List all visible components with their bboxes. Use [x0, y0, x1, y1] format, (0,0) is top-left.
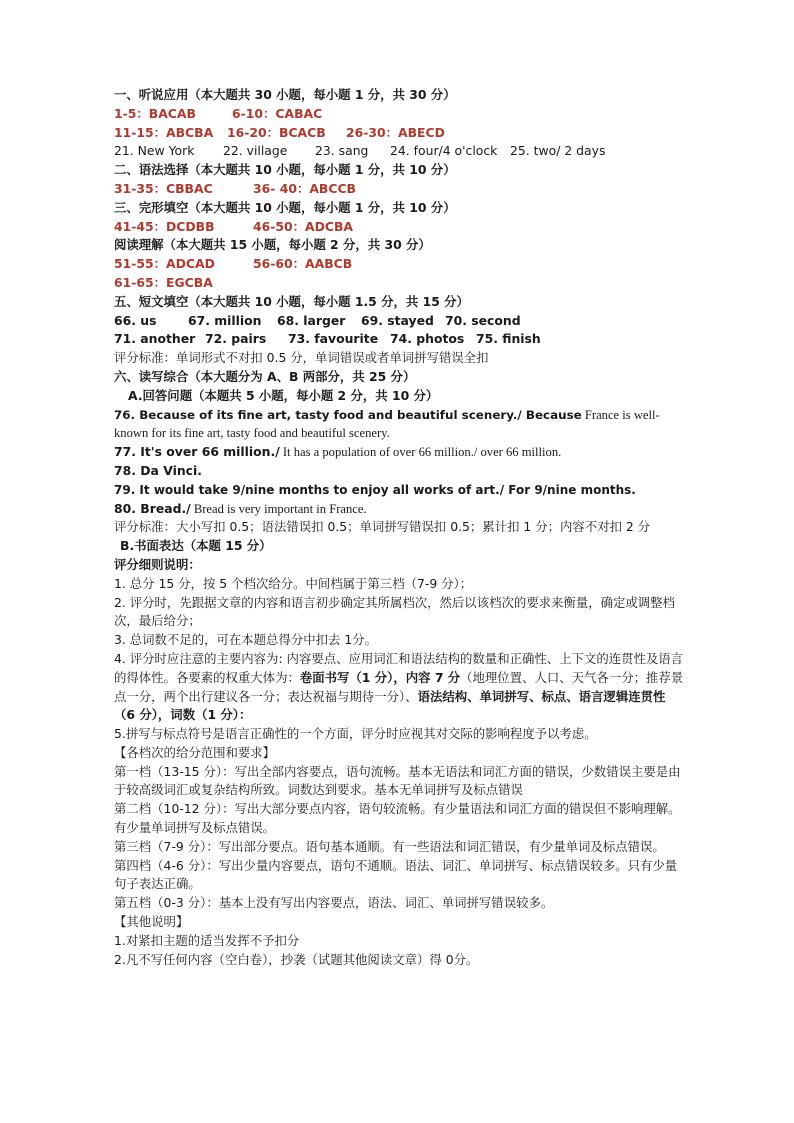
answer-61-65: 61-65：EGCBA — [114, 274, 213, 290]
part-b-heading: B.书面表达（本题 15 分） — [120, 538, 272, 554]
answer-21: 21. New York — [114, 143, 195, 159]
section-1-answers-row-1 — [114, 105, 686, 124]
section-1-blanks — [114, 142, 686, 161]
section-5-row-1 — [114, 312, 686, 331]
part-a-heading: A.回答问题（本题共 5 小题，每小题 2 分，共 10 分） — [128, 387, 439, 403]
detail-2: 2. 评分时，先跟据文章的内容和语言初步确定其所属档次，然后以该档次的要求来衡量，确定或调整档次，最后给分； — [114, 594, 675, 629]
part-a-scoring-standard: 评分标准：大小写扣 0.5；语法错误扣 0.5；单词拼写错误扣 0.5；累计扣 1 分；内容不对扣 2 分 — [114, 519, 651, 535]
answer-51-55: 51-55：ADCAD — [114, 256, 215, 272]
answer-24: 24. four/4 o'clock — [390, 143, 498, 159]
answer-1-5: 1-5：BACAB — [114, 105, 196, 121]
answer-26-30: 26-30：ABECD — [346, 124, 445, 140]
answer-78: 78. Da Vinci. — [114, 462, 202, 478]
answer-80-bold: 80. Bread./ — [114, 500, 191, 516]
section-1-answers-row-2 — [114, 124, 686, 143]
answer-79: 79. It would take 9/nine months to enjoy all works of art./ For 9/nine months. — [114, 482, 636, 497]
answer-41-45: 41-45：DCDBB — [114, 218, 215, 234]
detail-4-bold-1: 卷面书写（1 分），内容 7 分 — [299, 669, 461, 685]
detail-3: 3. 总词数不足的，可在本题总得分中扣去 1分。 — [114, 632, 378, 648]
answer-77-bold: 77. It's over 66 million./ — [114, 444, 280, 460]
answer-71: 71. another — [114, 331, 196, 347]
answer-31-35: 31-35：CBBAC — [114, 180, 213, 196]
detail-4-bold-2: 语法结构、单词拼写、标点、语言逻辑连贯性（6 分），词数（1 分）： — [114, 688, 666, 723]
answer-16-20: 16-20：BCACB — [227, 124, 326, 140]
answer-68: 68. larger — [277, 312, 346, 328]
answer-11-15: 11-15：ABCBA — [114, 124, 214, 140]
answer-23: 23. sang — [315, 143, 369, 159]
answer-66: 66. us — [114, 312, 157, 328]
levels-title: 【各档次的给分范围和要求】 — [114, 744, 276, 760]
section-5-scoring-standard: 评分标准：单词形式不对扣 0.5 分，单词错误或者单词拼写错误全扣 — [114, 350, 489, 366]
answer-80 — [114, 500, 686, 519]
detail-1: 1. 总分 15 分，按 5 个档次给分。中间档属于第三档（7-9 分）； — [114, 575, 473, 591]
answer-80-rest: Bread is very important in France. — [190, 501, 367, 516]
section-3-heading: 三、完形填空（本大题共 10 小题，每小题 1 分，共 10 分） — [114, 199, 456, 215]
level-5: 第五档（0-3 分）：基本上没有写出内容要点，语法、词汇、单词拼写错误较多。 — [114, 895, 554, 911]
level-2: 第二档（10-12 分）：写出大部分要点内容，语句较流畅。有少量语法和词汇方面的错误但不影响理解。有少量单词拼写及标点错误。 — [114, 801, 681, 836]
detail-4-text-2: （地理位置、人口、天气各一分；推荐景点一分，两个出行建议各一分；表达祝福与期待一分）、 — [114, 669, 684, 704]
answer-56-60: 56-60：AABCB — [253, 256, 353, 272]
section-2-answers — [114, 180, 686, 199]
answer-73: 73. favourite — [288, 331, 379, 347]
answer-6-10: 6-10：CABAC — [232, 105, 323, 121]
answer-22: 22. village — [223, 143, 288, 159]
answer-76-bold: 76. Because of its fine art, tasty food and beautiful scenery./ Because — [114, 407, 582, 422]
section-5-row-2 — [114, 330, 686, 349]
answer-67: 67. million — [188, 312, 262, 328]
answer-77-rest: It has a population of over 66 million./ over 66 million. — [279, 445, 562, 460]
answer-72: 72. pairs — [205, 331, 267, 347]
section-2-heading: 二、语法选择（本大题共 10 小题，每小题 1 分，共 10 分） — [114, 162, 456, 178]
section-6-heading: 六、读写综合（本大题分为 A、B 两部分，共 25 分） — [114, 368, 416, 384]
section-4-heading: 阅读理解（本大题共 15 小题，每小题 2 分，共 30 分） — [114, 237, 431, 253]
other-note-2: 2.凡不写任何内容（空白卷），抄袭（试题其他阅读文章）得 0分。 — [114, 951, 479, 967]
answer-74: 74. photos — [390, 331, 465, 347]
detail-4-text: 4. 评分时应注意的主要内容为: 内容要点、应用词汇和语法结构的数量和正确性、上下文的连贯性及语言的得体性。各要素的权重大体为： — [114, 650, 684, 685]
answer-key-document — [114, 86, 686, 969]
section-4-answers-row-1 — [114, 255, 686, 274]
scoring-detail-title: 评分细则说明： — [114, 556, 201, 572]
other-notes-title: 【其他说明】 — [114, 914, 189, 930]
answer-76 — [114, 406, 686, 444]
level-4: 第四档（4-6 分）：写出少量内容要点，语句不通顺。语法、词汇、单词拼写、标点错误较多。只有少量句子表达正确。 — [114, 857, 678, 892]
section-5-heading: 五、短文填空（本大题共 10 小题，每小题 1.5 分，共 15 分） — [114, 293, 469, 309]
answer-69: 69. stayed — [361, 312, 434, 328]
answer-25: 25. two/ 2 days — [510, 143, 606, 159]
detail-5: 5.拼写与标点符号是语言正确性的一个方面，评分时应视其对交际的影响程度予以考虑。 — [114, 726, 597, 742]
answer-36-40: 36- 40：ABCCB — [253, 180, 356, 196]
answer-70: 70. second — [445, 312, 521, 328]
answer-75: 75. finish — [476, 331, 541, 347]
section-1-heading: 一、听说应用（本大题共 30 小题，每小题 1 分，共 30 分） — [114, 87, 456, 102]
level-3: 第三档（7-9 分）：写出部分要点。语句基本通顺。有一些语法和词汇错误，有少量单词及标点错误。 — [114, 838, 665, 854]
other-note-1: 1.对紧扣主题的适当发挥不予扣分 — [114, 932, 300, 948]
answer-76-rest: France is well-known for its fine art, tasty food and beautiful scenery. — [114, 407, 660, 441]
answer-46-50: 46-50：ADCBA — [253, 218, 354, 234]
answer-77 — [114, 443, 686, 462]
level-1: 第一档（13-15 分）：写出全部内容要点，语句流畅。基本无语法和词汇方面的错误，少数错误主要是由于较高级词汇或复杂结构所致。词数达到要求。基本无单词拼写及标点错误 — [114, 763, 681, 798]
detail-4 — [114, 650, 686, 725]
section-3-answers — [114, 218, 686, 237]
